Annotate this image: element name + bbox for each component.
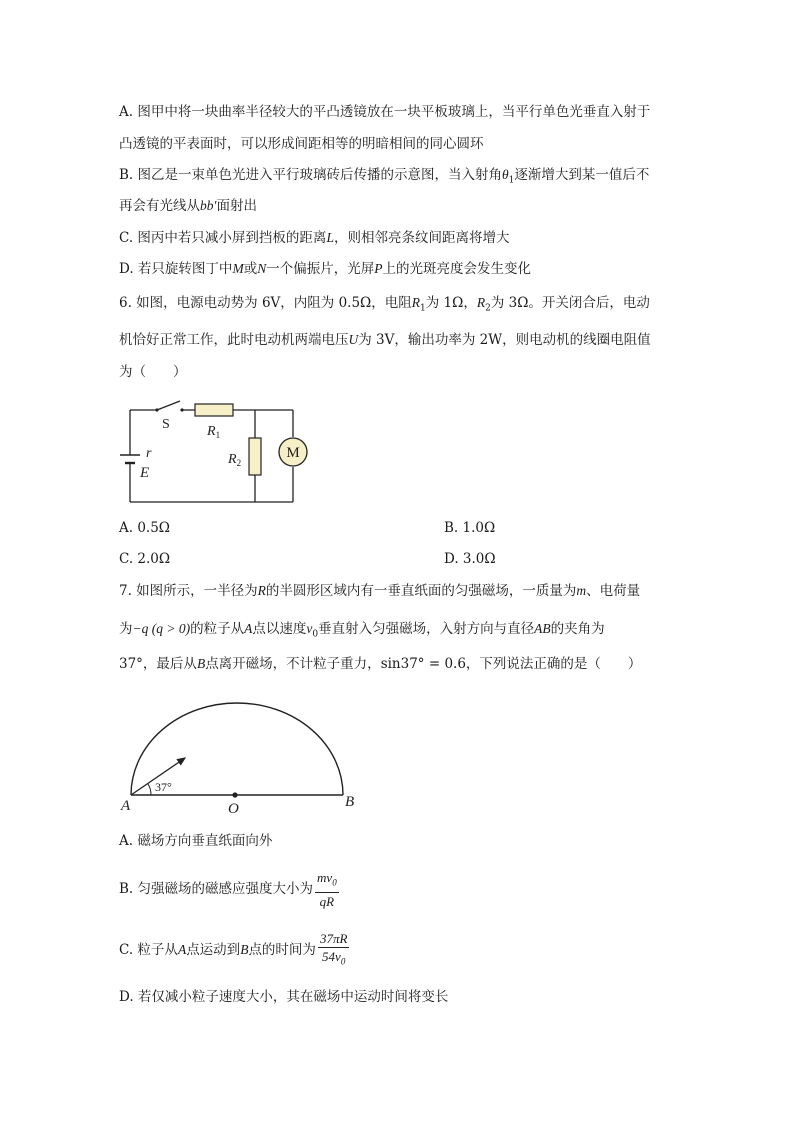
- fraction-denominator: qR: [319, 893, 335, 909]
- q5-option-a-line2: 凸透镜的平表面时，可以形成间距相等的明暗相间的同心圆环: [119, 136, 484, 152]
- q7-stem-text-9: 37°，最后从: [119, 656, 197, 672]
- time-denominator: 54v: [322, 949, 341, 964]
- sine-value: sin37° = 0.6: [380, 656, 466, 672]
- screen-p: P: [374, 261, 383, 276]
- q6-option-d: D. 3.0Ω: [444, 551, 496, 567]
- q5-option-d-text-3: 一个偏振片，光屏: [266, 261, 375, 277]
- q6-stem-text: 6. 如图，电源电动势为 6V，内阻为 0.5Ω，电阻: [119, 295, 412, 311]
- semicircle-field-diagram: [115, 698, 365, 820]
- q6-option-c: C. 2.0Ω: [119, 551, 171, 567]
- q6-stem-text-4: 机恰好正常工作，此时电动机两端电压: [119, 332, 349, 348]
- q7-stem-text-4: 为: [119, 621, 133, 637]
- angle-arc: [148, 784, 151, 795]
- q7-option-c-text-3: 点的时间为: [248, 941, 316, 958]
- switch-pivot: [155, 408, 158, 411]
- mass-symbol: m: [576, 583, 587, 598]
- polarizer-m: M: [232, 261, 244, 276]
- theta-symbol: θ: [502, 167, 509, 182]
- polarizer-n: N: [257, 261, 267, 276]
- point-o-label: O: [228, 801, 239, 817]
- velocity-symbol: v: [306, 621, 313, 636]
- q5-option-b-text-4: 面射出: [216, 198, 257, 214]
- point-a-label: A: [121, 798, 131, 814]
- numerator-subscript: 0: [332, 877, 337, 888]
- q6-stem-text-2: 为 1Ω，: [425, 295, 477, 311]
- q7-stem-text-5: 的粒子从: [190, 621, 245, 637]
- point-b: B: [196, 656, 206, 671]
- q5-option-d-text: D. 若只旋转图丁中: [119, 261, 233, 277]
- resistor-r1: [195, 404, 233, 416]
- r1-subscript: 1: [420, 303, 426, 314]
- q7-stem-text-2: 的半圆形区域内有一垂直纸面的匀强磁场，一质量为: [265, 583, 577, 599]
- q7-stem-line3: [119, 655, 641, 673]
- q7-stem-text-8: 的夹角为: [550, 621, 605, 637]
- q7-option-c-text: C. 粒子从: [119, 941, 178, 958]
- r2-symbol: R: [476, 295, 486, 310]
- field-strength-fraction: [315, 870, 339, 909]
- point-b-ref: B: [240, 941, 249, 957]
- charge-expression: −q (q > 0): [132, 621, 191, 636]
- velocity-subscript: 0: [312, 629, 319, 640]
- q5-option-c-text: C. 图丙中若只减小屏到挡板的距离: [119, 230, 327, 246]
- q7-stem-text-11: ，下列说法正确的是（ ）: [465, 656, 642, 672]
- q6-stem-text-3: 为 3Ω。开关闭合后，电动: [490, 295, 650, 311]
- q5-option-d-text-4: 上的光斑亮度会发生变化: [382, 261, 531, 277]
- q5-option-d-text-2: 或: [243, 261, 258, 277]
- emf-label: E: [140, 465, 150, 481]
- r1-symbol: R: [411, 295, 421, 310]
- q5-option-c: [119, 229, 509, 247]
- time-fraction: [318, 931, 349, 970]
- voltage-symbol: U: [348, 332, 359, 347]
- circuit-diagram: [110, 395, 320, 510]
- q7-stem-text-7: 垂直射入匀强磁场，入射方向与直径: [318, 621, 535, 637]
- q7-stem-text-10: 点离开磁场，不计粒子重力，: [205, 656, 381, 672]
- q7-option-c-text-2: 点运动到: [186, 941, 241, 958]
- switch-label: S: [162, 417, 170, 432]
- fraction-numerator: mv: [317, 870, 333, 885]
- q6-option-a: A. 0.5Ω: [119, 520, 170, 536]
- r1-label: $R_1$: [207, 424, 221, 440]
- q7-stem-text: 7. 如图所示，一半径为: [119, 583, 258, 599]
- surface-symbol: bb′: [200, 198, 217, 213]
- resistor-r2: [249, 438, 261, 475]
- q6-stem-line1: [119, 294, 650, 318]
- motor-label: M: [286, 445, 300, 461]
- r2-subscript: 2: [485, 303, 491, 314]
- denominator-subscript: 0: [340, 956, 346, 967]
- r2-label: $R_2$: [228, 452, 242, 468]
- q5-option-b-line1: [119, 166, 649, 190]
- q5-option-c-text-2: ，则相邻亮条纹间距离将增大: [333, 230, 510, 246]
- q7-stem-line2: [119, 620, 605, 644]
- point-b-label: B: [345, 794, 355, 810]
- q5-option-b-text-3: 再会有光线从: [119, 198, 200, 214]
- q7-option-d: D. 若仅减小粒子速度大小，其在磁场中运动时间将变长: [119, 989, 449, 1005]
- diameter-ab: AB: [534, 621, 551, 636]
- q6-stem-line3: 为（ ）: [119, 364, 187, 380]
- point-a-ref: A: [177, 941, 187, 957]
- radius-symbol: R: [257, 583, 266, 598]
- q5-option-b-line2: [119, 197, 257, 215]
- distance-symbol: L: [326, 230, 334, 245]
- q7-option-c: [119, 931, 349, 970]
- internal-resistance-label: r: [146, 446, 152, 461]
- q5-option-d: [119, 260, 531, 278]
- q6-stem-line2: [119, 331, 651, 349]
- q7-option-b: [119, 870, 339, 909]
- center-dot: [232, 792, 237, 797]
- angle-label: 37°: [155, 780, 172, 794]
- point-a: A: [244, 621, 253, 636]
- q7-option-a: A. 磁场方向垂直纸面向外: [119, 833, 273, 849]
- theta-subscript: 1: [508, 175, 515, 186]
- q6-option-b: B. 1.0Ω: [444, 520, 496, 536]
- q5-option-b-text-2: 逐渐增大到某一值后不: [514, 167, 650, 183]
- q6-stem-text-5: 为 3V，输出功率为 2W，则电动机的线圈电阻值: [358, 332, 651, 348]
- switch-contact: [180, 408, 183, 411]
- q5-option-b-text: B. 图乙是一束单色光进入平行玻璃砖后传播的示意图，当入射角: [119, 167, 503, 183]
- time-numerator: 37πR: [319, 931, 348, 946]
- q7-option-b-text: B. 匀强磁场的磁感应强度大小为: [119, 880, 314, 897]
- q7-stem-text-3: 、电荷量: [586, 583, 641, 599]
- q7-stem-text-6: 点以速度: [252, 621, 307, 637]
- q7-stem-line1: [119, 582, 640, 600]
- q5-option-a-line1: A. 图甲中将一块曲率半径较大的平凸透镜放在一块平板玻璃上，当平行单色光垂直入射于: [119, 104, 651, 120]
